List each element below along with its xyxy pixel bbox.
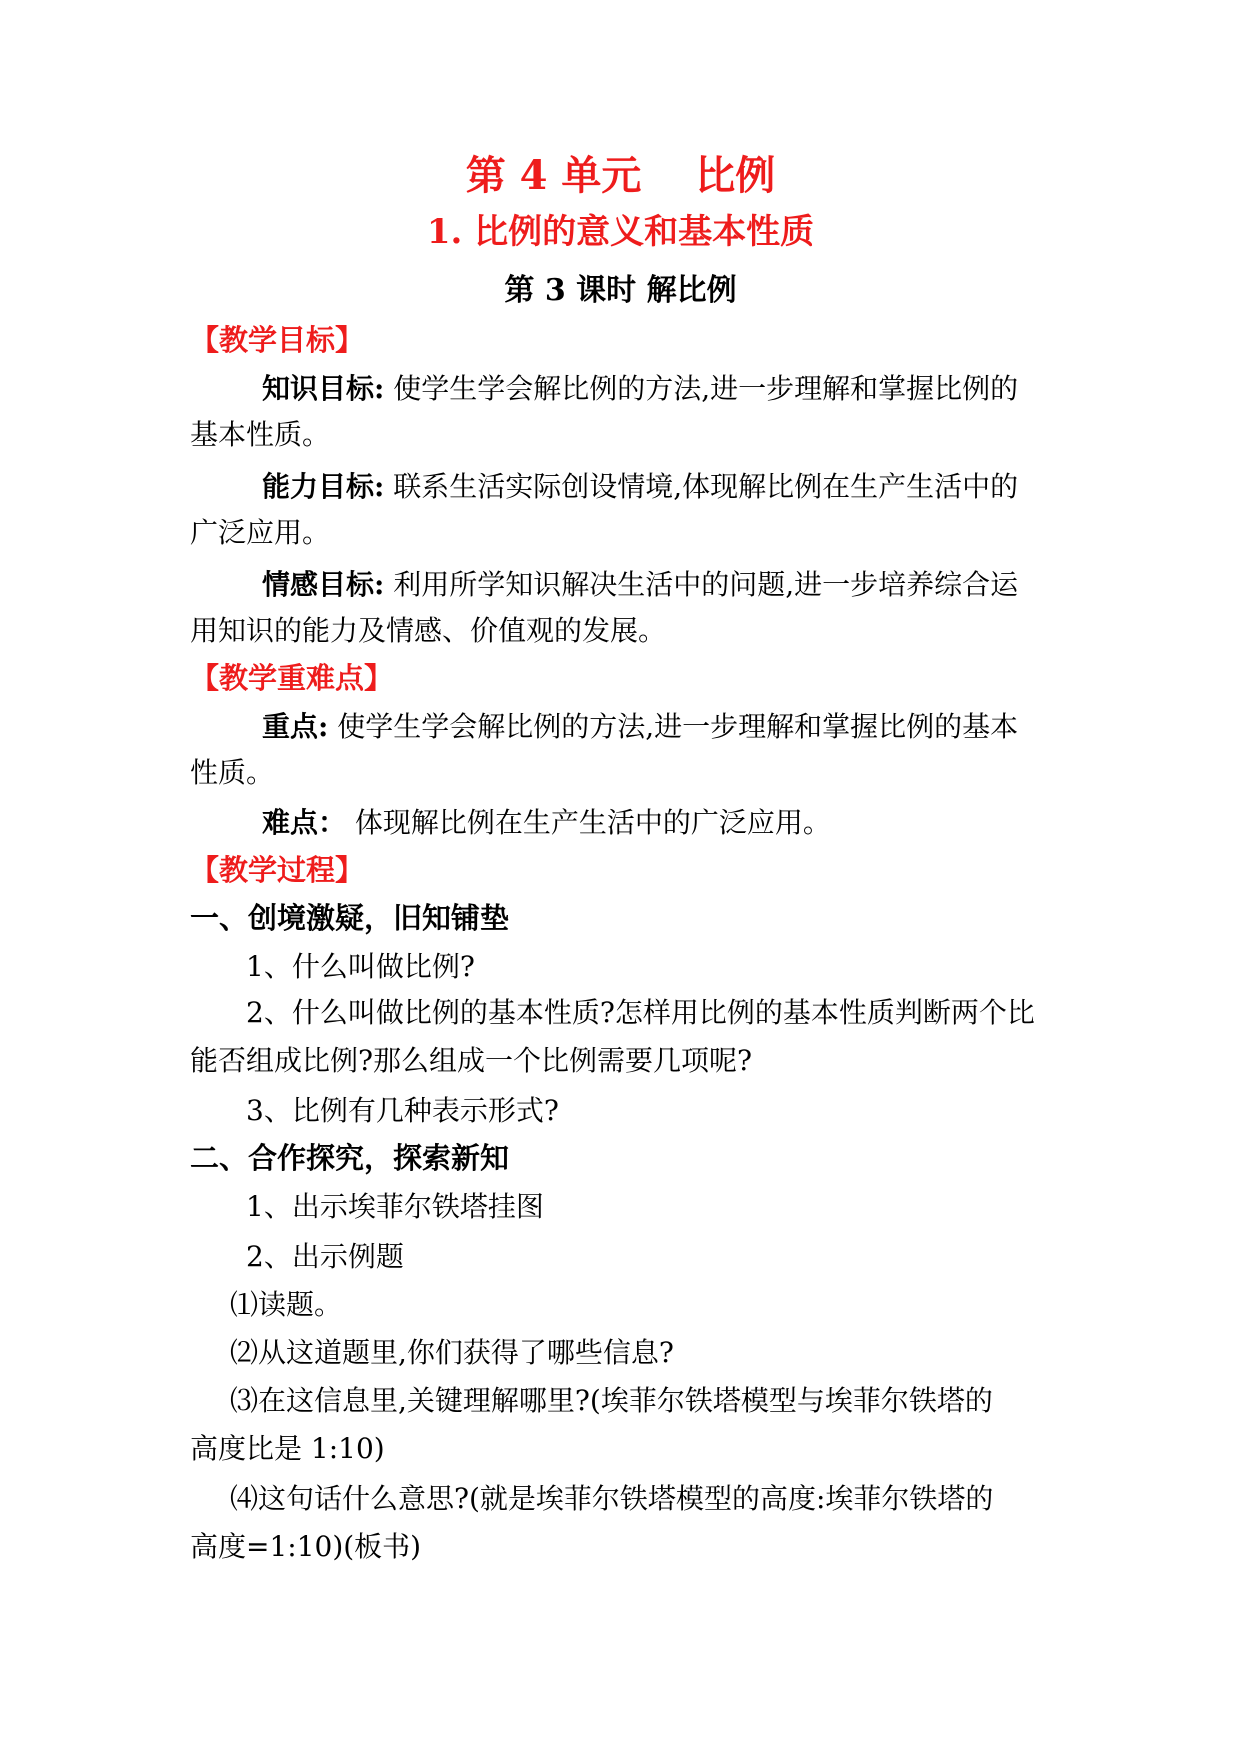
part1-question-2: 2、什么叫做比例的基本性质?怎样用比例的基本性质判断两个比 [246, 996, 1035, 1029]
knowledge-text-cont: 基本性质。 [190, 418, 331, 451]
lesson-title: 第 3 课时 解比例 [504, 273, 737, 308]
section-title: 1. 比例的意义和基本性质 [426, 212, 815, 252]
part1-question-1: 1、什么叫做比例? [246, 950, 475, 983]
step-2: ⑵从这道题里,你们获得了哪些信息? [230, 1336, 674, 1369]
knowledge-label: 知识目标: [262, 372, 385, 405]
difficulty-header: 【教学重难点】 [190, 661, 394, 695]
ability-label: 能力目标: [262, 470, 385, 503]
part2-item-2: 2、出示例题 [246, 1240, 404, 1273]
hard-text: 体现解比例在生产生活中的广泛应用。 [354, 806, 831, 839]
emotion-text: 利用所学知识解决生活中的问题,进一步培养综合运 [393, 568, 1019, 601]
hard-label: 难点： [262, 806, 347, 839]
step-3: ⑶在这信息里,关键理解哪里?(埃菲尔铁塔模型与埃菲尔铁塔的 [230, 1384, 993, 1417]
knowledge-objective [262, 372, 1070, 406]
emotion-objective [262, 568, 1070, 602]
ability-text-cont: 广泛应用。 [190, 516, 331, 549]
emotion-text-cont: 用知识的能力及情感、价值观的发展。 [190, 614, 667, 647]
emotion-label: 情感目标: [262, 568, 385, 601]
key-label: 重点: [262, 710, 329, 743]
step-3-cont: 高度比是 1:10) [190, 1432, 385, 1465]
step-1: ⑴读题。 [230, 1288, 343, 1321]
unit-title: 第 4 单元 比例 [465, 152, 776, 199]
key-text: 使学生学会解比例的方法,进一步理解和掌握比例的基本 [337, 710, 1019, 743]
part1-title: 一、创境激疑，旧知铺垫 [190, 901, 510, 935]
key-text-cont: 性质。 [190, 756, 275, 789]
part2-title: 二、合作探究，探索新知 [190, 1141, 510, 1175]
objectives-header: 【教学目标】 [190, 323, 365, 357]
part1-question-2-cont: 能否组成比例?那么组成一个比例需要几项呢? [190, 1044, 753, 1077]
hard-point [262, 806, 1070, 840]
step-4-cont: 高度=1:10)(板书) [190, 1530, 422, 1563]
knowledge-text: 使学生学会解比例的方法,进一步理解和掌握比例的 [393, 372, 1019, 405]
part2-item-1: 1、出示埃菲尔铁塔挂图 [246, 1190, 544, 1223]
ability-objective [262, 470, 1070, 504]
ability-text: 联系生活实际创设情境,体现解比例在生产生活中的 [393, 470, 1019, 503]
process-header: 【教学过程】 [190, 853, 365, 887]
key-point [262, 710, 1070, 744]
step-4: ⑷这句话什么意思?(就是埃菲尔铁塔模型的高度:埃菲尔铁塔的 [230, 1482, 994, 1515]
part1-question-3: 3、比例有几种表示形式? [246, 1094, 559, 1127]
